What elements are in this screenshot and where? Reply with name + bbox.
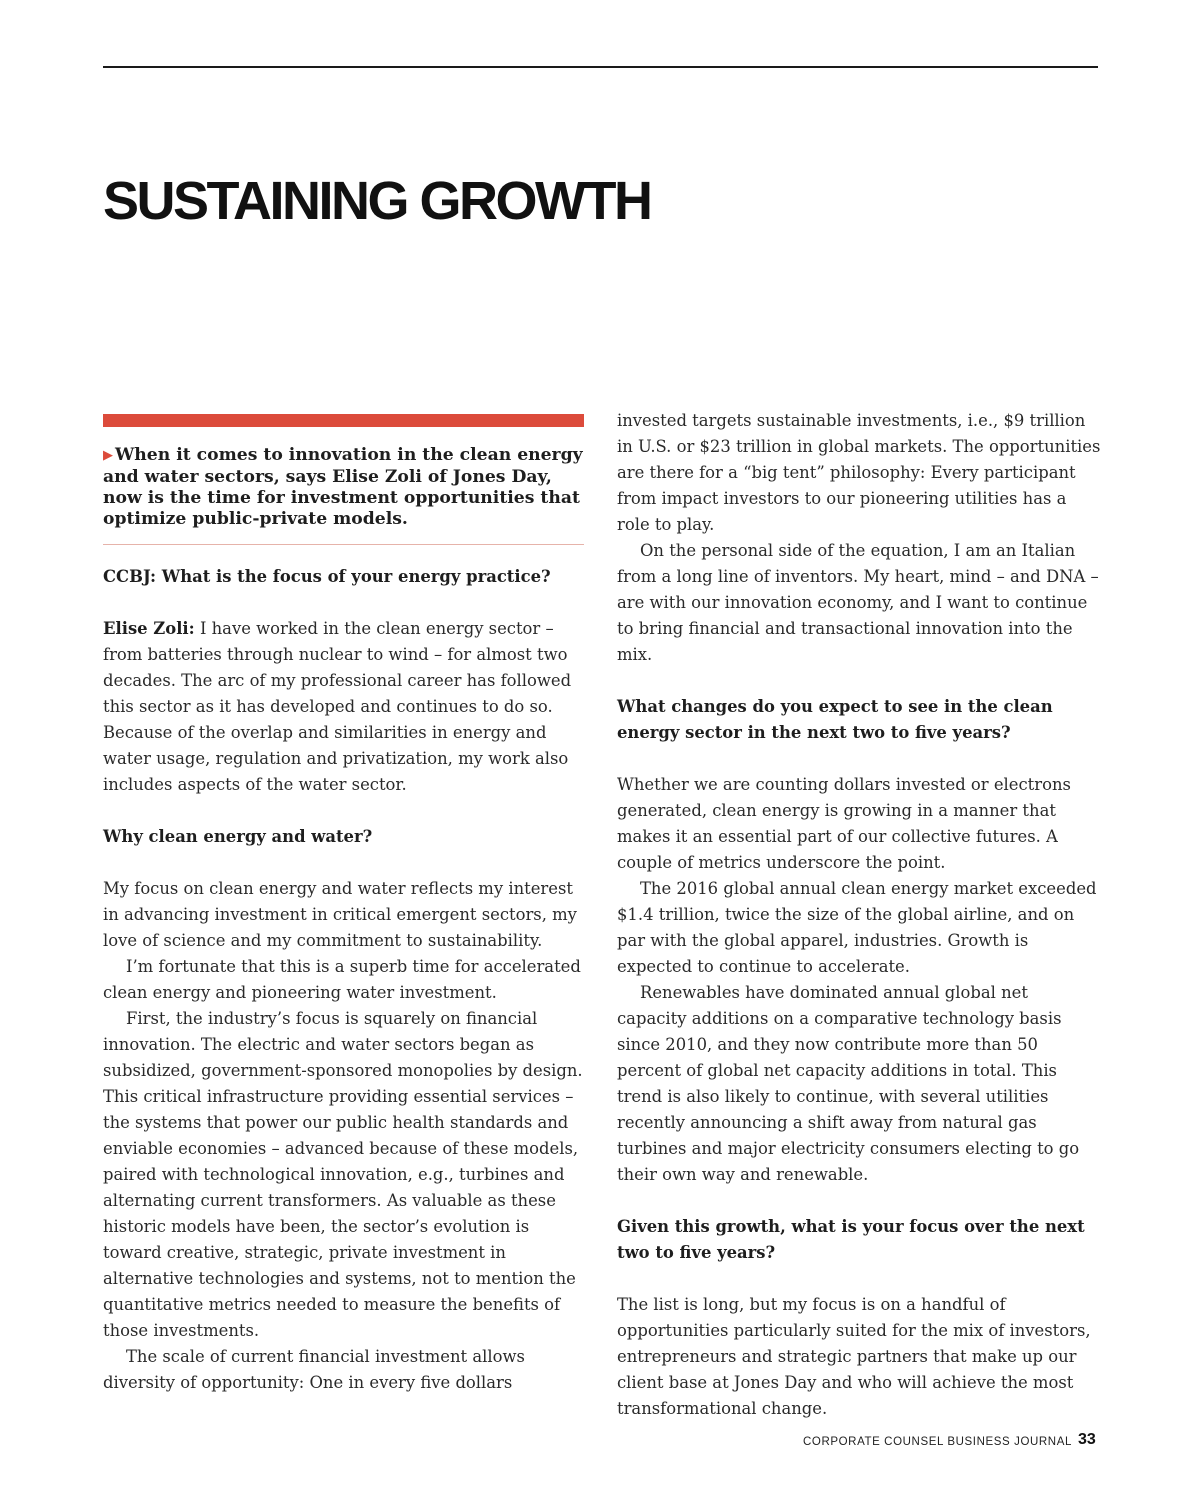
answer-3-paragraph-3: Renewables have dominated annual global net capacity additions on a comparative technology basis since 2010, and they now contribute more than 50 percent of global net capacity additions in total. This trend is also likely to continue, with several utilities recently announcing a shift away from natural gas turbines and major electricity consumers electing to go their own way and renewable. [617,983,1080,1184]
intro-text: When it comes to innovation in the clean energy and water sectors, says Elise Zoli of Jones Day, now is the time for investment opportunities that optimize public-private models. [103,445,583,529]
answer-2-paragraph-4: The scale of current financial investment allows diversity of opportunity: One in every five dollars [103,1347,525,1392]
answer-2-paragraph-1: My focus on clean energy and water reflects my interest in advancing investment in critical emergent sectors, my love of science and my commitment to sustainability. [103,879,577,950]
continued-paragraph-1: invested targets sustainable investments, i.e., $9 trillion in U.S. or $23 trillion in global markets. The opportunities are there for a “big tent” philosophy: Every participant from impact investors to our pioneering utilities has a role to play. [617,411,1101,534]
question-4: Given this growth, what is your focus over the next two to five years? [617,1217,1085,1262]
footer-journal-name: CORPORATE COUNSEL BUSINESS JOURNAL [803,1436,1072,1448]
top-rule [103,66,1098,68]
answer-1-text: I have worked in the clean energy sector – from batteries through nuclear to wind – for almost two decades. The arc of my professional career has followed this sector as it has developed and continues to do so. Because of the overlap and similarities in energy and water usage, regulation and privatization, my work also includes aspects of the water sector. [103,619,572,794]
question-2: Why clean energy and water? [103,827,373,846]
continued-paragraph-2: On the personal side of the equation, I am an Italian from a long line of inventors. My heart, mind – and DNA – are with our innovation economy, and I want to continue to bring financial and transactional innovation into the mix. [617,541,1099,664]
question-1: CCBJ: What is the focus of your energy practice? [103,567,551,586]
question-3: What changes do you expect to see in the clean energy sector in the next two to five years? [617,697,1053,742]
answer-2-paragraph-3: First, the industry’s focus is squarely on financial innovation. The electric and water sectors began as subsidized, government-sponsored monopolies by design. This critical infrastructure providing essential services – the systems that power our public health standards and enviable economies – advanced because of these models, paired with technological innovation, e.g., turbines and alternating current transformers. As valuable as these historic models have been, the sector’s evolution is toward creative, strategic, private investment in alternative technologies and systems, not to mention the quantitative metrics needed to measure the benefits of those investments. [103,1009,583,1340]
answer-3-paragraph-1: Whether we are counting dollars invested or electrons generated, clean energy is growing in a manner that makes it an essential part of our collective futures. A couple of metrics underscore the point. [617,775,1071,872]
right-column [617,408,1102,1422]
answer-4-paragraph-1: The list is long, but my focus is on a handful of opportunities particularly suited for the mix of investors, entrepreneurs and strategic partners that make up our client base at Jones Day and who will achieve the most transformational change. [617,1295,1091,1418]
accent-bar [103,414,584,427]
page-number: 33 [1078,1431,1096,1448]
page-title: SUSTAINING GROWTH [103,171,651,231]
speaker-label: Elise Zoli: [103,619,195,638]
triangle-arrow-icon: ▶ [103,448,113,463]
answer-1 [103,616,584,798]
left-column [103,408,584,1396]
answer-3-paragraph-2: The 2016 global annual clean energy market exceeded $1.4 trillion, twice the size of the global airline, and on par with the global apparel, industries. Growth is expected to continue to accelerate. [617,879,1097,976]
intro-deck [103,445,584,530]
answer-2-paragraph-2: I’m fortunate that this is a superb time for accelerated clean energy and pioneering water investment. [103,957,581,1002]
